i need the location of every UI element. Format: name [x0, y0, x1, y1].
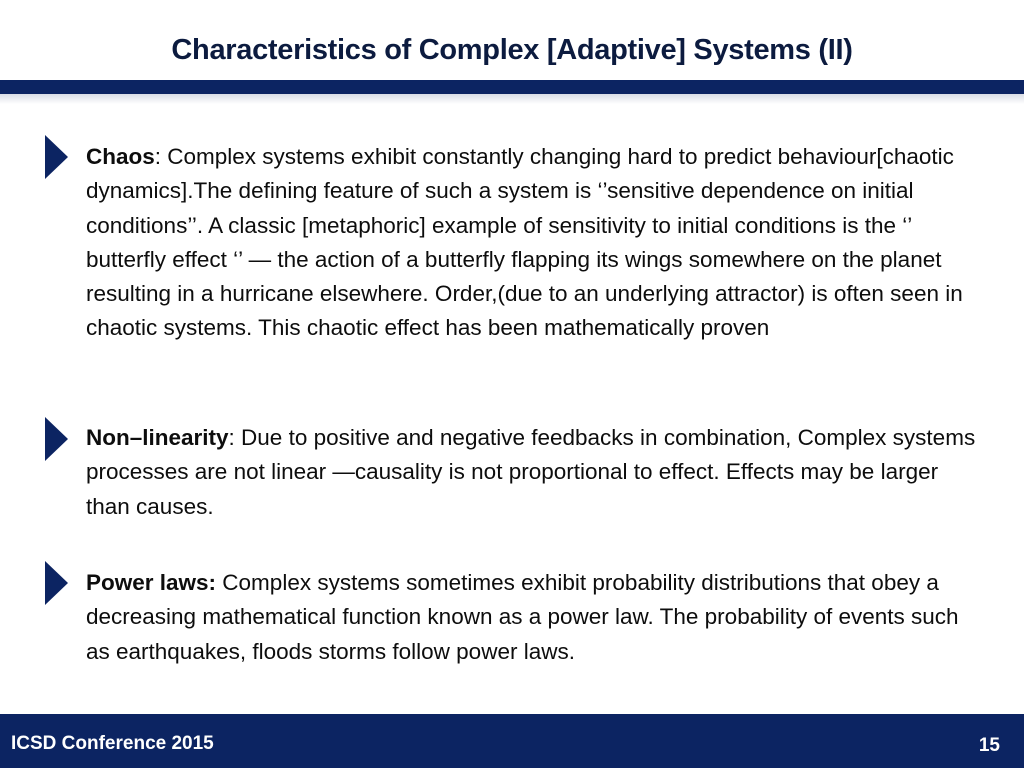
slide-title: Characteristics of Complex [Adaptive] Systems (II): [171, 34, 853, 66]
slide-number: 15: [978, 735, 1000, 756]
bullet-power-laws-text: [86, 566, 986, 669]
bullet-arrow-icon: [45, 135, 68, 179]
bullet-arrow-icon: [45, 561, 68, 605]
bullet-chaos-body: : Complex systems exhibit constantly changing hard to predict behaviour[chaotic dynamics].The defining feature of such a system is ‘’sensitive dependence on initial conditions’’. A classic [metaphoric] example of sensitivity to initial conditions is the ‘’ butterfly effect ‘’ — the action of a butterfly flapping its wings somewhere on the planet resulting in a hurricane elsewhere. Order,(due to an underlying attractor) is often seen in chaotic systems. This chaotic effect has been mathematically proven: [86, 144, 963, 341]
bullet-non-linearity-body: : Due to positive and negative feedbacks in combination, Complex systems processes are not linear —causality is not proportional to effect. Effects may be larger than causes.: [86, 425, 976, 519]
title-divider: [0, 80, 1024, 94]
bullet-non-linearity-text: [86, 421, 986, 524]
footer-conference-name: ICSD Conference 2015: [11, 733, 214, 754]
bullet-non-linearity-term: Non–linearity: [86, 425, 229, 450]
bullet-chaos-text: [86, 140, 986, 346]
bullet-power-laws-body: Complex systems sometimes exhibit probability distributions that obey a decreasing mathematical function known as a power law. The probability of events such as earthquakes, floods storms follow power laws.: [86, 570, 959, 664]
title-divider-shadow: [0, 94, 1024, 104]
bullet-power-laws-term: Power laws:: [86, 570, 217, 595]
bullet-chaos-term: Chaos: [86, 144, 155, 169]
bullet-arrow-icon: [45, 417, 68, 461]
